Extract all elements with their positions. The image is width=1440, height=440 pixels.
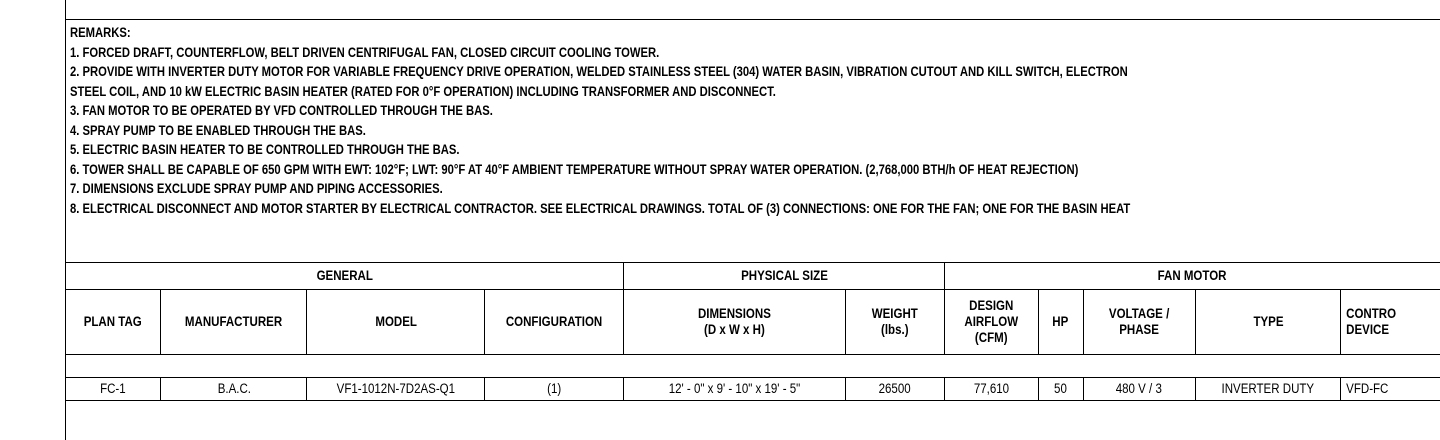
column-header-row xyxy=(66,290,1440,355)
cell-manufacturer: B.A.C. xyxy=(161,378,307,401)
remark-line: 4. SPRAY PUMP TO BE ENABLED THROUGH THE BAS. xyxy=(70,122,366,138)
group-header-row xyxy=(66,263,1440,290)
cell-configuration: (1) xyxy=(485,378,624,401)
drawing-sheet xyxy=(65,0,1440,440)
col-control-device: CONTRO DEVICE xyxy=(1341,290,1440,355)
remark-line: 7. DIMENSIONS EXCLUDE SPRAY PUMP AND PIPING ACCESSORIES. xyxy=(70,181,443,196)
col-configuration: CONFIGURATION xyxy=(485,290,624,355)
remark-line: 2. PROVIDE WITH INVERTER DUTY MOTOR FOR VARIABLE FREQUENCY DRIVE OPERATION, WELDED STAINLESS STEEL (304) WATER BASIN, VIBRATION CUTOUT AND KILL SWITCH, ELECTRON xyxy=(70,64,1128,79)
remarks-heading: REMARKS: xyxy=(70,25,131,40)
cell-model: VF1-1012N-7D2AS-Q1 xyxy=(307,378,485,401)
col-voltage-phase: VOLTAGE / PHASE xyxy=(1083,290,1195,355)
cell-dimensions: 12' - 0" x 9' - 10" x 19' - 5" xyxy=(624,378,846,401)
col-hp: HP xyxy=(1038,290,1083,355)
col-manufacturer: MANUFACTURER xyxy=(161,290,307,355)
col-weight: WEIGHT (lbs.) xyxy=(845,290,944,355)
cell-weight: 26500 xyxy=(845,378,944,401)
col-model: MODEL xyxy=(307,290,485,355)
cell-design-airflow: 77,610 xyxy=(944,378,1038,401)
col-design-airflow: DESIGN AIRFLOW (CFM) xyxy=(944,290,1038,355)
top-border-line xyxy=(66,19,1440,20)
col-dimensions: DIMENSIONS (D x W x H) xyxy=(624,290,846,355)
remark-line: 3. FAN MOTOR TO BE OPERATED BY VFD CONTROLLED THROUGH THE BAS. xyxy=(70,103,493,118)
group-physical-size: PHYSICAL SIZE xyxy=(624,263,945,290)
cell-voltage-phase: 480 V / 3 xyxy=(1083,378,1195,401)
cell-hp: 50 xyxy=(1038,378,1083,401)
table-row xyxy=(66,378,1440,401)
col-type: TYPE xyxy=(1195,290,1341,355)
equipment-schedule-table xyxy=(66,262,1440,401)
group-general: GENERAL xyxy=(66,263,624,290)
remark-line: 5. ELECTRIC BASIN HEATER TO BE CONTROLLED THROUGH THE BAS. xyxy=(70,142,460,157)
cell-plan-tag: FC-1 xyxy=(66,378,161,401)
col-plan-tag: PLAN TAG xyxy=(66,290,161,355)
cell-control-device: VFD-FC xyxy=(1341,378,1440,401)
cell-type: INVERTER DUTY xyxy=(1195,378,1341,401)
remark-line: 8. ELECTRICAL DISCONNECT AND MOTOR STARTER BY ELECTRICAL CONTRACTOR. SEE ELECTRICAL DRAWINGS. TOTAL OF (3) CONNECTIONS: ONE FOR THE FAN; ONE FOR THE BASIN HEAT xyxy=(70,200,1131,216)
spacer-row xyxy=(66,355,1440,378)
group-fan-motor: FAN MOTOR xyxy=(944,263,1440,290)
remarks-block xyxy=(70,23,1229,218)
remark-line: 1. FORCED DRAFT, COUNTERFLOW, BELT DRIVEN CENTRIFUGAL FAN, CLOSED CIRCUIT COOLING TOWER. xyxy=(70,44,660,60)
remark-line: 6. TOWER SHALL BE CAPABLE OF 650 GPM WITH EWT: 102°F; LWT: 90°F AT 40°F AMBIENT TEMPERATURE WITHOUT SPRAY WATER OPERATION. (2,768,000 BTH/h OF HEAT REJECTION) xyxy=(70,161,1079,177)
remark-line: STEEL COIL, AND 10 kW ELECTRIC BASIN HEATER (RATED FOR 0°F OPERATION) INCLUDING TRANSFORMER AND DISCONNECT. xyxy=(70,83,776,99)
